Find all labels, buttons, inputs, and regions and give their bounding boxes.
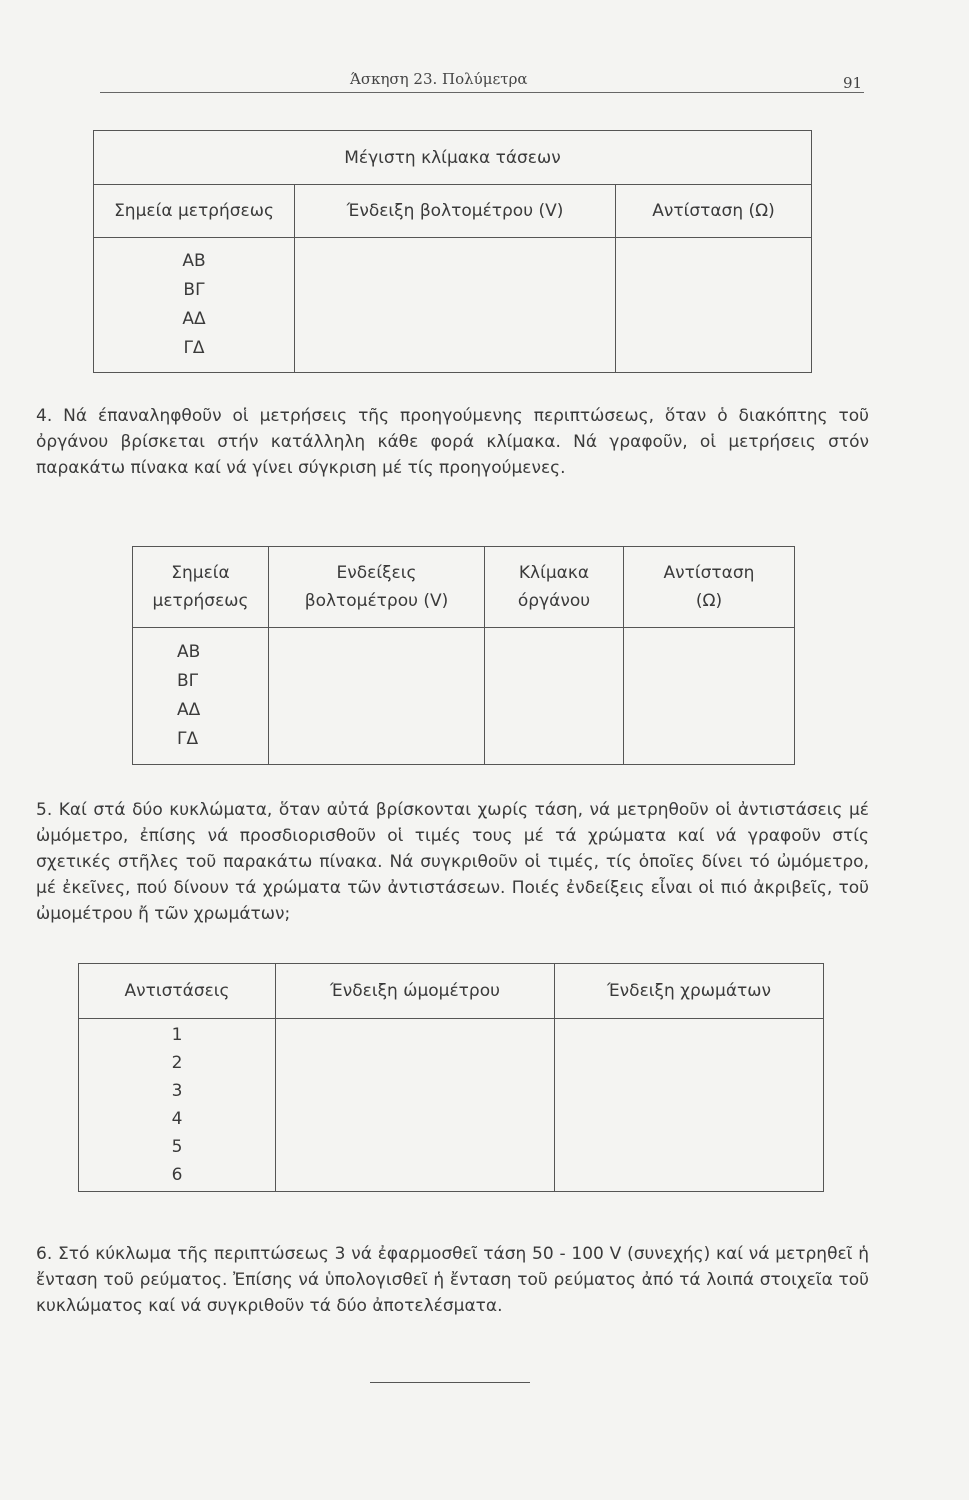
table2-row-label: ΑΒ — [177, 642, 201, 662]
table3-header-ohmmeter: Ένδειξη ώμομέτρου — [276, 964, 555, 1019]
table3-resistors-cell — [79, 1019, 276, 1192]
table1-header-resistance: Αντίσταση (Ω) — [616, 185, 812, 238]
exercise-5-text: 5. Καί στά δύο κυκλώματα, ὅταν αὐτά βρίσκονται χωρίς τάση, νά μετρηθοῦν οἱ ἀντιστάσεις μέ ὠμόμετρο, ἐπίσης νά προσδιορισθοῦν οἱ τιμές τους μέ τά χρώματα καί νά γραφοῦν στίς σχετικές στῆλες τοῦ παρακάτω πίνακα. Νά συγκριθοῦν οἱ τιμές, τίς ὁποῖες δίνει τό ὠμόμετρο, μέ ἐκεῖνες, πού δίνουν τά χρώματα τῶν ἀντιστάσεων. Ποιές ἐνδείξεις εἶναι οἱ πιό ἀκριβεῖς, τοῦ ὠμομέτρου ἤ τῶν χρωμάτων; — [36, 800, 869, 924]
table2-header-voltmeter-l1: Ενδείξεις — [336, 563, 417, 583]
table2-row-label: ΓΔ — [177, 729, 199, 749]
table2-header-points-l1: Σημεία — [171, 563, 230, 583]
table2-resistance-cell — [624, 628, 795, 765]
table1-row-label: ΑΒ — [182, 251, 206, 271]
running-header-title: Άσκηση 23. Πολύμετρα — [350, 70, 528, 88]
table3-row-number: 6 — [171, 1165, 183, 1185]
table3-row-number: 5 — [171, 1137, 183, 1157]
table2-scale-cell — [485, 628, 624, 765]
table2-header-voltmeter-l2: βολτομέτρου (V) — [304, 591, 449, 611]
table1-row-label: ΑΔ — [182, 309, 206, 329]
table2-row-label: ΒΓ — [177, 671, 199, 691]
table1-header-points: Σημεία μετρήσεως — [94, 185, 295, 238]
exercise-4-text: 4. Νά έπαναληφθοῦν οἱ μετρήσεις τῆς προηγούμενης περιπτώσεως, ὅταν ὁ διακόπτης τοῦ ὀργάνου βρίσκεται στήν κατάλληλη κάθε φορά κλίμακα. Νά γραφοῦν, οἱ μετρήσεις στόν παρακάτω πίνακα καί νά γίνει σύγκριση μέ τίς προηγούμενες. — [36, 406, 869, 478]
resistors-table — [78, 963, 824, 1192]
appropriate-scale-table — [132, 546, 795, 765]
exercise-6-text: 6. Στό κύκλωμα τῆς περιπτώσεως 3 νά ἐφαρμοσθεῖ τάση 50 - 100 V (συνεχής) καί νά μετρηθεῖ ἡ ἔνταση τοῦ ρεύματος. Ἐπίσης νά ὑπολογισθεῖ ἡ ἔνταση τοῦ ρεύματος ἀπό τά λοιπά στοιχεῖα τοῦ κυκλώματος καί νά συγκριθοῦν τά δύο ἀποτελέσματα. — [36, 1244, 869, 1316]
table2-header-scale — [485, 547, 624, 628]
table2-header-points-l2: μετρήσεως — [152, 591, 249, 611]
table1-header-voltmeter: Ένδειξη βολτομέτρου (V) — [295, 185, 616, 238]
table3-header-colors: Ένδειξη χρωμάτων — [555, 964, 824, 1019]
table1-row-label: ΓΔ — [183, 338, 205, 358]
table2-header-resistance — [624, 547, 795, 628]
table2-header-resistance-l2: (Ω) — [695, 591, 723, 611]
max-voltage-scale-table — [93, 130, 812, 373]
table2-header-points — [133, 547, 269, 628]
table3-row-number: 1 — [171, 1025, 183, 1045]
table2-header-voltmeter — [269, 547, 485, 628]
table1-voltmeter-cell — [295, 238, 616, 373]
table3-row-number: 2 — [171, 1053, 183, 1073]
table3-row-number: 3 — [171, 1081, 183, 1101]
header-rule — [100, 92, 864, 93]
footer-rule — [370, 1382, 530, 1383]
table1-resistance-cell — [616, 238, 812, 373]
table1-row-label: ΒΓ — [183, 280, 205, 300]
table3-header-resistors: Αντιστάσεις — [79, 964, 276, 1019]
table2-header-resistance-l1: Αντίσταση — [663, 563, 755, 583]
table2-header-scale-l1: Κλίμακα — [518, 563, 590, 583]
table2-voltmeter-cell — [269, 628, 485, 765]
table2-row-label: ΑΔ — [177, 700, 201, 720]
table2-header-scale-l2: όργάνου — [517, 591, 591, 611]
table3-ohmmeter-cell — [276, 1019, 555, 1192]
table3-row-number: 4 — [171, 1109, 183, 1129]
table1-points-cell — [94, 238, 295, 373]
table3-colors-cell — [555, 1019, 824, 1192]
table2-points-cell — [133, 628, 269, 765]
page-number: 91 — [843, 74, 863, 92]
table1-title: Μέγιστη κλίμακα τάσεων — [94, 131, 812, 185]
